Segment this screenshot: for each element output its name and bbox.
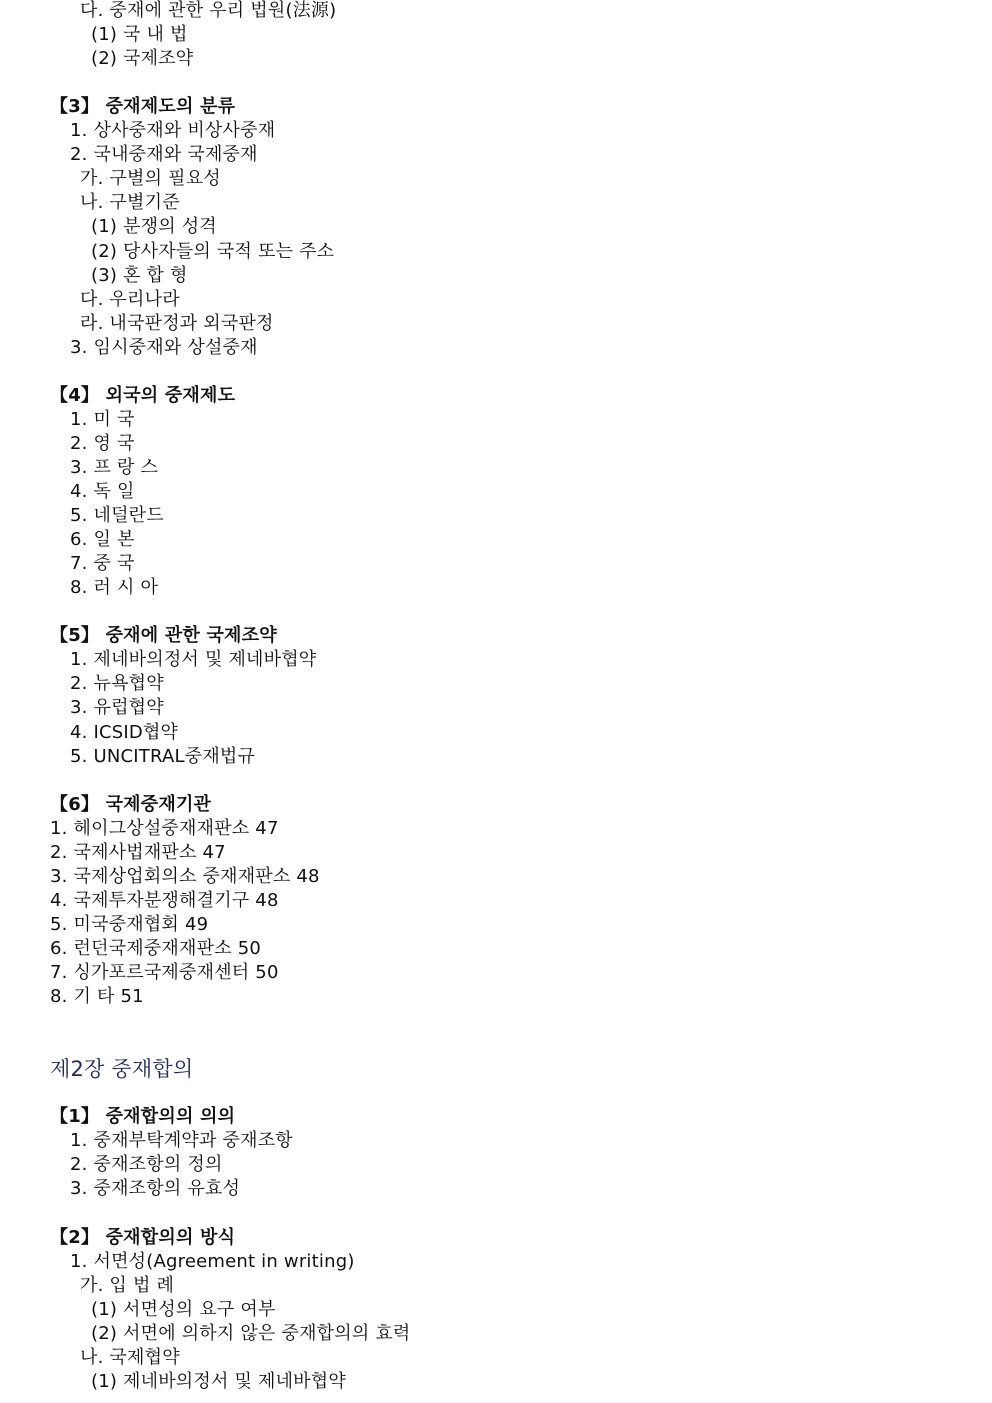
chapter-title: 제2장 중재합의 [50, 1057, 194, 1082]
sub-item: 다. 중재에 관한 우리 법원(法源) [80, 0, 337, 21]
list-item: 3. 중재조항의 유효성 [70, 1178, 241, 1200]
list-item: 1. 상사중재와 비상사중재 [70, 120, 276, 142]
toc-entry: 6. 런던국제중재재판소 50 [50, 937, 262, 959]
toc-entry: 1. 헤이그상설중재재판소 47 [50, 817, 279, 839]
toc-entry: 5. 미국중재협회 49 [50, 913, 209, 935]
section-heading: 【5】 중재에 관한 국제조약 [50, 625, 277, 647]
list-item: 1. 중재부탁계약과 중재조항 [70, 1130, 293, 1152]
section-heading: 【1】 중재합의의 의의 [50, 1106, 236, 1128]
list-item: 2. 뉴욕협약 [70, 673, 164, 695]
sub-sub-item: (1) 서면성의 요구 여부 [91, 1298, 276, 1320]
list-item: 2. 영 국 [70, 432, 135, 454]
section-heading: 【6】 국제중재기관 [50, 793, 212, 815]
sub-item: 나. 국제협약 [80, 1346, 180, 1368]
list-item: 7. 중 국 [70, 553, 135, 575]
list-item: 2. 중재조항의 정의 [70, 1154, 223, 1176]
toc-entry: 8. 기 타 51 [50, 986, 144, 1008]
sub-sub-item: (2) 서면에 의하지 않은 중재합의의 효력 [91, 1322, 411, 1344]
sub-item: 다. 우리나라 [80, 288, 180, 310]
sub-item: 가. 구별의 필요성 [80, 168, 221, 190]
sub-sub-item: (1) 국 내 법 [91, 24, 188, 46]
list-item: 3. 프 랑 스 [70, 456, 159, 478]
sub-sub-item: (1) 제네바의정서 및 제네바협약 [91, 1370, 346, 1392]
sub-sub-item: (3) 혼 합 형 [91, 264, 188, 286]
toc-entry: 4. 국제투자분쟁해결기구 48 [50, 889, 279, 911]
list-item: 8. 러 시 아 [70, 577, 159, 599]
list-item: 3. 임시중재와 상설중재 [70, 336, 258, 358]
toc-entry: 7. 싱가포르국제중재센터 50 [50, 962, 279, 983]
section-heading: 【3】 중재제도의 분류 [50, 96, 236, 118]
list-item: 4. 독 일 [70, 481, 135, 502]
sub-sub-item: (2) 국제조약 [91, 48, 194, 70]
list-item: 6. 일 본 [70, 529, 135, 551]
toc-entry: 3. 국제상업회의소 중재재판소 48 [50, 865, 320, 887]
list-item: 5. UNCITRAL중재법규 [70, 745, 256, 767]
list-item: 4. ICSID협약 [70, 721, 179, 743]
section-heading: 【4】 외국의 중재제도 [50, 384, 236, 406]
list-item: 2. 국내중재와 국제중재 [70, 144, 258, 166]
sub-sub-item: (2) 당사자들의 국적 또는 주소 [91, 240, 335, 262]
list-item: 5. 네덜란드 [70, 505, 164, 527]
section-heading: 【2】 중재합의의 방식 [50, 1226, 236, 1248]
list-item: 1. 제네바의정서 및 제네바협약 [70, 649, 317, 671]
toc-entry: 2. 국제사법재판소 47 [50, 841, 226, 863]
sub-item: 나. 구별기준 [80, 192, 180, 214]
list-item: 1. 미 국 [70, 408, 135, 430]
sub-item: 라. 내국판정과 외국판정 [80, 312, 274, 334]
sub-item: 가. 입 법 례 [80, 1274, 175, 1296]
list-item: 3. 유럽협약 [70, 697, 164, 719]
list-item: 1. 서면성(Agreement in writing) [70, 1250, 355, 1272]
sub-sub-item: (1) 분쟁의 성격 [91, 216, 217, 238]
